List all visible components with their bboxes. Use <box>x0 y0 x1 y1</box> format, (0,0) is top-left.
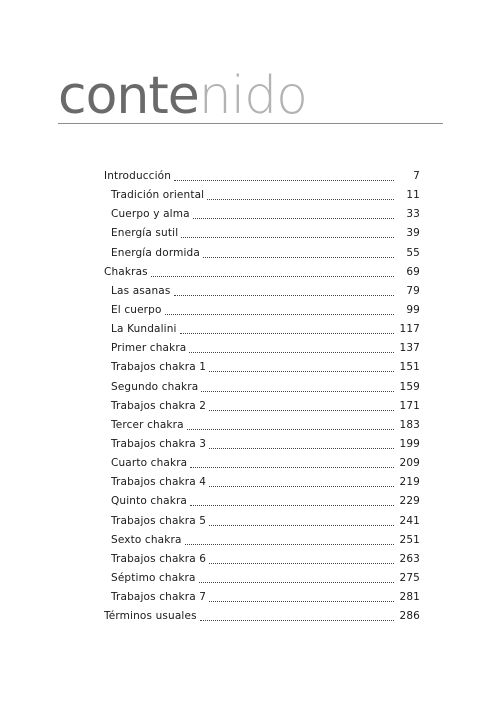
toc-entry-page: 286 <box>399 610 420 623</box>
toc-entry-page: 219 <box>399 476 420 489</box>
toc-entry-label: Tercer chakra <box>111 418 184 431</box>
dot-leader <box>180 333 394 334</box>
toc-entry[interactable] <box>104 167 420 186</box>
dot-leader <box>199 582 394 583</box>
toc-entry-page: 199 <box>399 437 420 450</box>
toc-entry-page: 241 <box>399 514 420 527</box>
dot-leader <box>151 276 394 277</box>
toc-entry-page: 281 <box>399 591 420 604</box>
toc-entry-label: Sexto chakra <box>111 533 182 546</box>
dot-leader <box>203 257 394 258</box>
toc-entry-label: Trabajos chakra 4 <box>111 476 207 489</box>
dot-leader <box>187 429 394 430</box>
title-part-dark: conte <box>58 66 199 126</box>
toc-entry[interactable] <box>104 320 420 339</box>
toc-entry[interactable] <box>104 588 420 607</box>
dot-leader <box>193 218 394 219</box>
dot-leader <box>200 620 394 621</box>
dot-leader <box>209 525 394 526</box>
toc-entry-page: 117 <box>399 323 420 336</box>
toc-entry-label: Trabajos chakra 1 <box>111 361 207 374</box>
toc-entry-page: 79 <box>406 284 420 297</box>
toc-entry-label: Cuerpo y alma <box>111 208 190 221</box>
toc-entry-label: Segundo chakra <box>111 380 199 393</box>
toc-entry-label: El cuerpo <box>111 303 162 316</box>
toc-entry-label: Séptimo chakra <box>111 571 196 584</box>
toc-entry-label: Quinto chakra <box>111 495 188 508</box>
toc-entry[interactable] <box>104 263 420 282</box>
toc-entry[interactable] <box>104 224 420 243</box>
toc-entry-page: 171 <box>399 399 420 412</box>
table-of-contents <box>104 167 420 626</box>
dot-leader <box>165 314 394 315</box>
dot-leader <box>209 486 394 487</box>
dot-leader <box>190 505 394 506</box>
toc-entry[interactable] <box>104 531 420 550</box>
toc-entry[interactable] <box>104 473 420 492</box>
dot-leader <box>209 563 394 564</box>
toc-entry[interactable] <box>104 397 420 416</box>
toc-entry-label: Las asanas <box>111 284 171 297</box>
toc-entry-label: Energía dormida <box>111 246 200 259</box>
dot-leader <box>209 371 394 372</box>
dot-leader <box>185 544 394 545</box>
page-title <box>58 66 307 126</box>
toc-entry[interactable] <box>104 282 420 301</box>
toc-entry-page: 33 <box>406 208 420 221</box>
toc-entry-page: 39 <box>406 227 420 240</box>
toc-entry-label: Energía sutil <box>111 227 179 240</box>
toc-entry[interactable] <box>104 607 420 626</box>
toc-entry[interactable] <box>104 569 420 588</box>
toc-entry-label: Tradición oriental <box>111 189 205 202</box>
toc-entry-page: 275 <box>399 571 420 584</box>
toc-entry-label: Trabajos chakra 2 <box>111 399 207 412</box>
toc-entry[interactable] <box>104 512 420 531</box>
toc-entry[interactable] <box>104 492 420 511</box>
toc-entry-label: Términos usuales <box>104 610 197 623</box>
toc-entry-label: Cuarto chakra <box>111 457 188 470</box>
toc-entry-label: Primer chakra <box>111 342 187 355</box>
toc-entry-page: 137 <box>399 342 420 355</box>
toc-entry-label: La Kundalini <box>111 323 177 336</box>
toc-entry-page: 183 <box>399 418 420 431</box>
toc-entry-label: Trabajos chakra 3 <box>111 437 207 450</box>
toc-entry-page: 7 <box>413 170 420 182</box>
toc-entry-page: 229 <box>399 495 420 508</box>
dot-leader <box>201 391 394 392</box>
toc-entry[interactable] <box>104 244 420 263</box>
title-rule <box>58 123 443 124</box>
toc-entry-page: 209 <box>399 457 420 470</box>
toc-entry-page: 55 <box>406 246 420 259</box>
toc-entry[interactable] <box>104 358 420 377</box>
dot-leader <box>174 295 395 296</box>
toc-entry-label: Trabajos chakra 7 <box>111 591 207 604</box>
dot-leader <box>190 467 394 468</box>
toc-entry-label: Introducción <box>104 170 172 182</box>
title-part-light: nido <box>198 66 307 126</box>
dot-leader <box>174 180 394 181</box>
toc-entry[interactable] <box>104 416 420 435</box>
toc-entry-page: 263 <box>399 552 420 565</box>
toc-entry[interactable] <box>104 339 420 358</box>
toc-entry-page: 159 <box>399 380 420 393</box>
toc-entry[interactable] <box>104 186 420 205</box>
toc-entry[interactable] <box>104 301 420 320</box>
dot-leader <box>209 410 394 411</box>
toc-entry[interactable] <box>104 550 420 569</box>
toc-entry[interactable] <box>104 435 420 454</box>
dot-leader <box>181 237 394 238</box>
toc-entry[interactable] <box>104 378 420 397</box>
toc-entry-page: 69 <box>406 265 420 278</box>
toc-entry-label: Trabajos chakra 5 <box>111 514 207 527</box>
toc-entry-page: 151 <box>399 361 420 374</box>
dot-leader <box>209 601 394 602</box>
toc-entry-page: 99 <box>406 303 420 316</box>
toc-entry-page: 11 <box>406 189 420 202</box>
toc-entry[interactable] <box>104 205 420 224</box>
toc-entry-label: Trabajos chakra 6 <box>111 552 207 565</box>
dot-leader <box>189 352 394 353</box>
toc-entry[interactable] <box>104 454 420 473</box>
dot-leader <box>209 448 394 449</box>
dot-leader <box>207 199 394 200</box>
toc-entry-label: Chakras <box>104 265 148 278</box>
toc-entry-page: 251 <box>399 533 420 546</box>
